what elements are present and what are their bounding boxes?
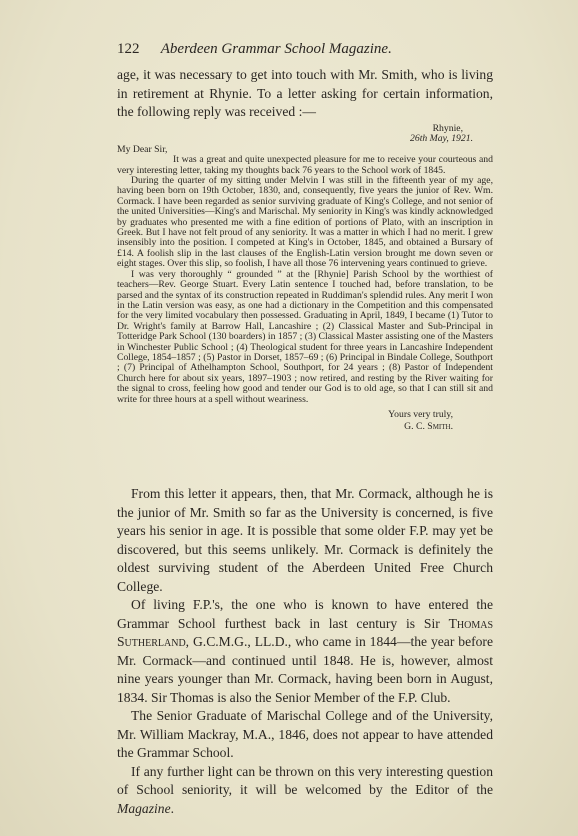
- person-name: Thomas Sutherland: [117, 615, 493, 649]
- letter-place: Rhynie,: [432, 123, 463, 134]
- page-number: 122: [117, 41, 140, 57]
- letter-paragraph: During the quarter of my sitting under Melvin I was still in the fifteenth year of my age, having been born on 19th October, 1830, and, consequently, five years the junior of Rev. Wm. Cormack. I have been regarded as senior surviving graduate of King's College, and not senior of the united Universities—King's and Marischal. My seniority in King's was kindly acknowledged by graduates who presented me with a fine edition of portions of Plato, with an inscription in Greek. But I have not felt proud of any seniority. It was a matter in which I had no merit. I grew insensibly into the position. I competed at King's in October, 1845, and obtained a Bursary of £14. A foolish slip in the last clauses of the English-Latin version brought me down seven or eight stages. Over this slip, so foolish, I have all those 76 intervening years continued to grieve.: [117, 175, 493, 270]
- letter-paragraph: It was a great and quite unexpected pleasure for me to receive your courteous and very interesting letter, taking my thoughts back 76 years to the School work of 1845.: [117, 154, 493, 176]
- magazine-title: Magazine: [117, 800, 171, 816]
- running-title: Aberdeen Grammar School Magazine.: [160, 41, 392, 57]
- closing-line: Yours very truly,: [388, 408, 453, 420]
- letter-closing: [117, 409, 493, 433]
- body-paragraph-3: The Senior Graduate of Marischal College and of the University, Mr. William Mackray, M.A., 1846, does not appear to have attended the Grammar School.: [117, 708, 493, 760]
- intro-paragraph: age, it was necessary to get into touch with Mr. Smith, who is living in retirement at Rhynie. To a letter asking for certain information, the following reply was received :—: [117, 67, 493, 119]
- body-paragraph-2: Of living F.P.'s, the one who is known to have entered the Grammar School furthest back in last century is Sir Thomas Sutherland, G.C.M.G., LL.D., who came in 1844—the year before Mr. Cormack—and continued until 1848. He is, however, almost nine years younger than Mr. Cormack, having been born in August, 1834. Sir Thomas is also the Senior Member of the F.P. Club.: [117, 597, 493, 705]
- letter-paragraph: I was very thoroughly “ grounded ” at the [Rhynie] Parish School by the worthiest of teachers—Rev. George Stuart. Every Latin sentence I touched had, before translation, to be parsed and the syntax of its construction repeated in Ruddiman's splendid rules. Any merit I won in the Latin version was easy, as one had a dictionary in the Competition and this compensated for the very limited vocabulary then possessed. Graduating in April, 1849, I became (1) Tutor to Dr. Wright's family at Barrow Hall, Lancashire ; (2) Classical Master and Sub-Principal in Totteridge Park School (130 boarders) in 1857 ; (3) Classical Master assisting one of the Masters in Winchester Public School ; (4) Theological student for three years in Lancashire Independent College, 1854–1857 ; (5) Pastor in Dorset, 1857–69 ; (6) Principal in Bindale College, Southport ; (7) Principal of Athelhampton School, Southport, for 24 years ; (8) Pastor of Independent Church here for about six years, 1897–1903 ; now retired, and resting by the River waiting for the signal to cross, feeling how good and tender our God is to old age, so that I can still sit and write for three hours at a spell without weariness.: [117, 268, 493, 405]
- page-header: [117, 40, 497, 58]
- body-paragraph-1: From this letter it appears, then, that Mr. Cormack, although he is the junior of Mr. Smith so far as the University is concerned, is five years his senior in age. It is possible that some older F.P. may yet be discovered, but this seems unlikely. Mr. Cormack is definitely the oldest surviving student of the Aberdeen United Free Church College.: [117, 486, 493, 594]
- intro-section: [117, 66, 493, 122]
- letter-salutation: My Dear Sir,: [117, 143, 168, 155]
- body-paragraph-4: If any further light can be thrown on this very interesting question of School seniority, it will be welcomed by the Editor of the Magazine.: [117, 763, 493, 816]
- letter: [117, 124, 493, 433]
- main-text: [117, 485, 493, 818]
- signature: G. C. Smith.: [404, 420, 453, 432]
- letter-date: 26th May, 1921.: [410, 133, 473, 145]
